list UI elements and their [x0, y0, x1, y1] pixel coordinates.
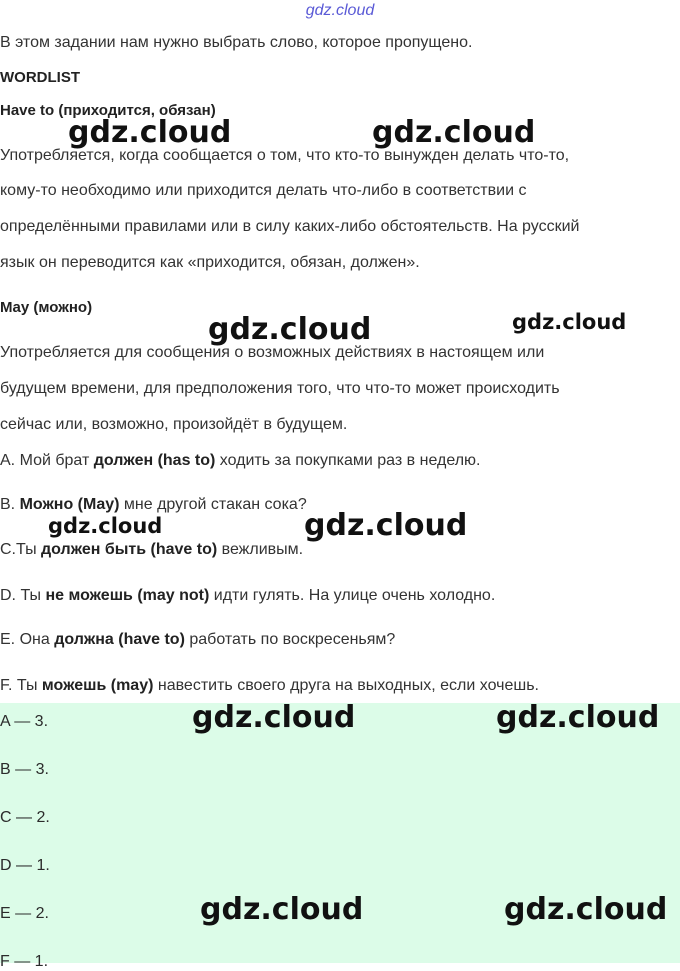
- watermark: gdz.cloud: [192, 700, 356, 735]
- have-to-line-1: Употребляется, когда сообщается о том, что кто-то вынужден делать что-то,: [0, 147, 570, 164]
- answer-c: C — 2.: [0, 809, 50, 826]
- sentence-e-answer: должна (have to): [54, 631, 185, 648]
- sentence-a: A. Мой брат должен (has to) ходить за покупками раз в неделю.: [0, 452, 481, 469]
- sentence-f-answer: можешь (may): [41, 677, 154, 694]
- may-line-3: сейчас или, возможно, произойдёт в будущем.: [0, 416, 348, 433]
- may-line-2: будущем времени, для предположения того, что что-то может происходить: [0, 380, 560, 397]
- answer-f: F — 1.: [0, 953, 49, 970]
- watermark: gdz.cloud: [208, 312, 372, 347]
- watermark: gdz.cloud: [504, 892, 668, 927]
- sentence-d: D. Ты не можешь (may not) идти гулять. На улице очень холодно.: [0, 587, 496, 604]
- sentence-c: C.Ты должен быть (have to) вежливым.: [0, 541, 304, 558]
- watermark: gdz.cloud: [200, 892, 364, 927]
- sentence-b-answer: Можно (May): [19, 496, 120, 513]
- have-to-line-4: язык он переводится как «приходится, обязан, должен».: [0, 254, 420, 271]
- sentence-b: B. Можно (May) мне другой стакан сока?: [0, 496, 307, 513]
- wordlist-heading: WORDLIST: [0, 69, 80, 86]
- watermark-top[interactable]: gdz.cloud: [305, 2, 375, 19]
- watermark: gdz.cloud: [48, 514, 163, 538]
- have-to-line-3: определёнными правилами или в силу каких-либо обстоятельств. На русский: [0, 218, 580, 235]
- sentence-f: F. Ты можешь (may) навестить своего друга на выходных, если хочешь.: [0, 677, 539, 694]
- sentence-d-answer: не можешь (may not): [45, 587, 210, 604]
- sentence-e: E. Она должна (have to) работать по воскресеньям?: [0, 631, 396, 648]
- watermark: gdz.cloud: [372, 115, 536, 150]
- have-to-heading: Have to (приходится, обязан): [0, 102, 216, 119]
- watermark: gdz.cloud: [304, 508, 468, 543]
- sentence-c-answer: должен быть (have to): [41, 541, 218, 558]
- watermark: gdz.cloud: [496, 700, 660, 735]
- answer-b: B — 3.: [0, 761, 49, 778]
- intro-text: В этом задании нам нужно выбрать слово, которое пропущено.: [0, 34, 473, 51]
- may-heading: May (можно): [0, 299, 93, 316]
- have-to-line-2: кому-то необходимо или приходится делать что-либо в соответствии с: [0, 182, 527, 199]
- sentence-a-answer: должен (has to): [93, 452, 216, 469]
- answer-e: E — 2.: [0, 905, 49, 922]
- answer-d: D — 1.: [0, 857, 50, 874]
- watermark: gdz.cloud: [512, 310, 627, 334]
- watermark: gdz.cloud: [68, 115, 232, 150]
- may-line-1: Употребляется для сообщения о возможных действиях в настоящем или: [0, 344, 545, 361]
- answer-a: A — 3.: [0, 713, 49, 730]
